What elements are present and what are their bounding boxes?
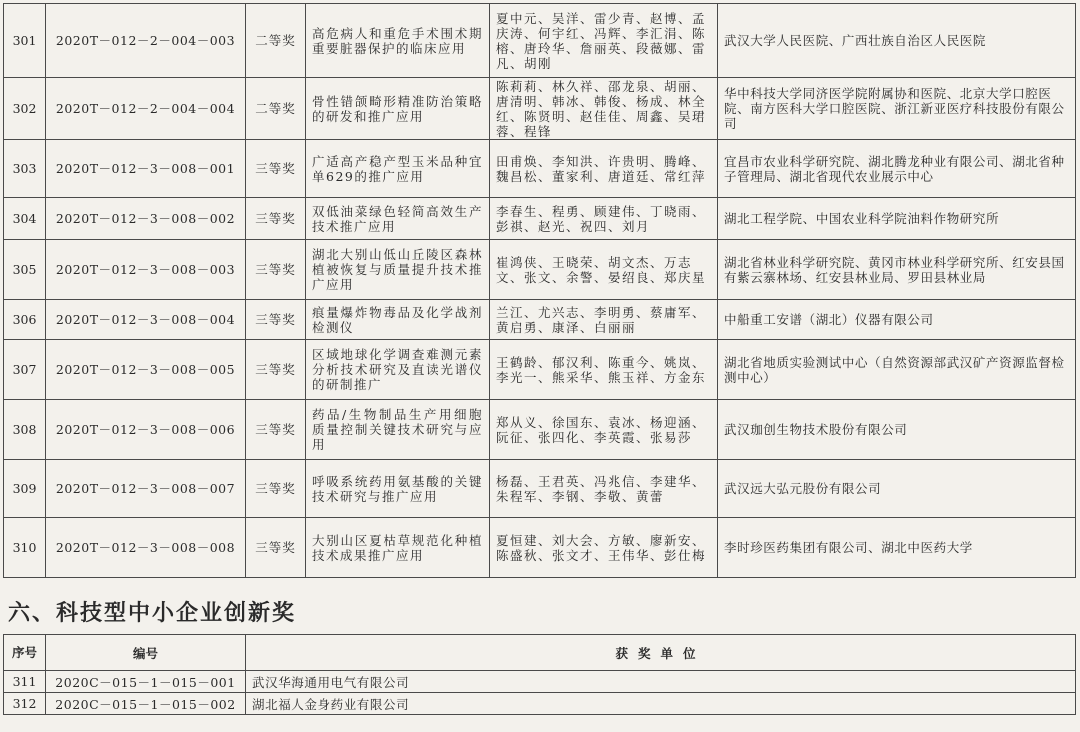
award-people: 李春生、程勇、顾建伟、丁晓雨、彭祺、赵光、祝四、刘月 — [490, 198, 718, 240]
header-code: 编号 — [46, 635, 246, 671]
project-name: 高危病人和重危手术围术期重要脏器保护的临床应用 — [306, 4, 490, 78]
award-level: 三等奖 — [246, 400, 306, 460]
row-number: 310 — [4, 518, 46, 578]
award-organizations: 武汉大学人民医院、广西壮族自治区人民医院 — [718, 4, 1076, 78]
table-row — [4, 400, 1076, 460]
award-code: 2020T－012－3－008－003 — [46, 240, 246, 300]
award-level: 二等奖 — [246, 78, 306, 140]
award-organizations: 中船重工安谱（湖北）仪器有限公司 — [718, 300, 1076, 340]
table-row — [4, 340, 1076, 400]
table-row — [4, 140, 1076, 198]
award-code: 2020T－012－3－008－001 — [46, 140, 246, 198]
award-code: 2020T－012－3－008－006 — [46, 400, 246, 460]
project-name: 药品/生物制品生产用细胞质量控制关键技术研究与应用 — [306, 400, 490, 460]
row-number: 311 — [4, 671, 46, 693]
award-code: 2020T－012－2－004－004 — [46, 78, 246, 140]
award-level: 三等奖 — [246, 518, 306, 578]
award-people: 杨磊、王君英、冯兆信、李建华、朱程军、李钢、李敬、黄蕾 — [490, 460, 718, 518]
award-level: 三等奖 — [246, 340, 306, 400]
project-name: 广适高产稳产型玉米品种宜单629的推广应用 — [306, 140, 490, 198]
award-code: 2020C－015－1－015－002 — [46, 693, 246, 715]
table-row — [4, 4, 1076, 78]
award-people: 田甫焕、李知洪、许贵明、腾峰、魏昌松、董家利、唐道廷、常红萍 — [490, 140, 718, 198]
award-people: 崔鸿侠、王晓荣、胡文杰、万志文、张文、余警、晏绍良、郑庆星 — [490, 240, 718, 300]
section-title: 六、科技型中小企业创新奖 — [8, 601, 297, 626]
award-code: 2020C－015－1－015－001 — [46, 671, 246, 693]
award-organizations: 武汉珈创生物技术股份有限公司 — [718, 400, 1076, 460]
row-number: 307 — [4, 340, 46, 400]
award-level: 三等奖 — [246, 140, 306, 198]
project-name: 骨性错颌畸形精准防治策略的研发和推广应用 — [306, 78, 490, 140]
award-level: 三等奖 — [246, 240, 306, 300]
header-row — [4, 635, 1076, 671]
row-number: 306 — [4, 300, 46, 340]
award-level: 三等奖 — [246, 460, 306, 518]
award-level: 三等奖 — [246, 300, 306, 340]
awards-table — [3, 3, 1076, 578]
table-row — [4, 693, 1076, 715]
project-name: 痕量爆炸物毒品及化学战剂检测仪 — [306, 300, 490, 340]
award-code: 2020T－012－3－008－005 — [46, 340, 246, 400]
project-name: 湖北大别山低山丘陵区森林植被恢复与质量提升技术推广应用 — [306, 240, 490, 300]
award-people: 郑从义、徐国东、袁冰、杨迎涵、阮征、张四化、李英霞、张易莎 — [490, 400, 718, 460]
award-level: 三等奖 — [246, 198, 306, 240]
award-organizations: 湖北省林业科学研究院、黄冈市林业科学研究所、红安县国有紫云寨林场、红安县林业局、罗田县林业局 — [718, 240, 1076, 300]
table-row — [4, 198, 1076, 240]
award-organizations: 宜昌市农业科学研究院、湖北腾龙种业有限公司、湖北省种子管理局、湖北省现代农业展示中心 — [718, 140, 1076, 198]
table-row — [4, 78, 1076, 140]
award-organizations: 华中科技大学同济医学院附属协和医院、北京大学口腔医院、南方医科大学口腔医院、浙江新亚医疗科技股份有限公司 — [718, 78, 1076, 140]
award-level: 二等奖 — [246, 4, 306, 78]
row-number: 308 — [4, 400, 46, 460]
header-no: 序号 — [4, 635, 46, 671]
enterprise-award-table — [3, 634, 1076, 715]
award-people: 陈莉莉、林久祥、邵龙泉、胡丽、唐清明、韩冰、韩俊、杨成、林全红、陈贤明、赵佳佳、周鑫、吴珺蓉、程锋 — [490, 78, 718, 140]
row-number: 312 — [4, 693, 46, 715]
row-number: 304 — [4, 198, 46, 240]
row-number: 309 — [4, 460, 46, 518]
row-number: 303 — [4, 140, 46, 198]
table-row — [4, 460, 1076, 518]
award-organizations: 湖北工程学院、中国农业科学院油料作物研究所 — [718, 198, 1076, 240]
table-row — [4, 518, 1076, 578]
header-org: 获奖单位 — [246, 635, 1076, 671]
row-number: 305 — [4, 240, 46, 300]
award-code: 2020T－012－3－008－007 — [46, 460, 246, 518]
award-organization: 武汉华海通用电气有限公司 — [246, 671, 1076, 693]
award-organizations: 武汉远大弘元股份有限公司 — [718, 460, 1076, 518]
project-name: 大别山区夏枯草规范化种植技术成果推广应用 — [306, 518, 490, 578]
table-row — [4, 240, 1076, 300]
award-people: 王鹤龄、郁汉利、陈重今、姚岚、李光一、熊采华、熊玉祥、方金东 — [490, 340, 718, 400]
award-code: 2020T－012－3－008－002 — [46, 198, 246, 240]
award-people: 兰江、尤兴志、李明勇、蔡庸军、黄启勇、康泽、白丽丽 — [490, 300, 718, 340]
project-name: 区域地球化学调查难测元素分析技术研究及直读光谱仪的研制推广 — [306, 340, 490, 400]
award-organization: 湖北福人金身药业有限公司 — [246, 693, 1076, 715]
award-people: 夏恒建、刘大会、方敏、廖新安、陈盛秋、张文才、王伟华、彭仕梅 — [490, 518, 718, 578]
project-name: 呼吸系统药用氨基酸的关键技术研究与推广应用 — [306, 460, 490, 518]
award-people: 夏中元、吴洋、雷少青、赵博、孟庆涛、何宇红、冯辉、李汇涓、陈榕、唐玲华、詹丽英、段薇娜、雷凡、胡刚 — [490, 4, 718, 78]
table-row — [4, 300, 1076, 340]
award-organizations: 李时珍医药集团有限公司、湖北中医药大学 — [718, 518, 1076, 578]
award-code: 2020T－012－3－008－008 — [46, 518, 246, 578]
row-number: 301 — [4, 4, 46, 78]
project-name: 双低油菜绿色轻简高效生产技术推广应用 — [306, 198, 490, 240]
award-code: 2020T－012－2－004－003 — [46, 4, 246, 78]
table-row — [4, 671, 1076, 693]
award-code: 2020T－012－3－008－004 — [46, 300, 246, 340]
row-number: 302 — [4, 78, 46, 140]
award-organizations: 湖北省地质实验测试中心（自然资源部武汉矿产资源监督检测中心） — [718, 340, 1076, 400]
